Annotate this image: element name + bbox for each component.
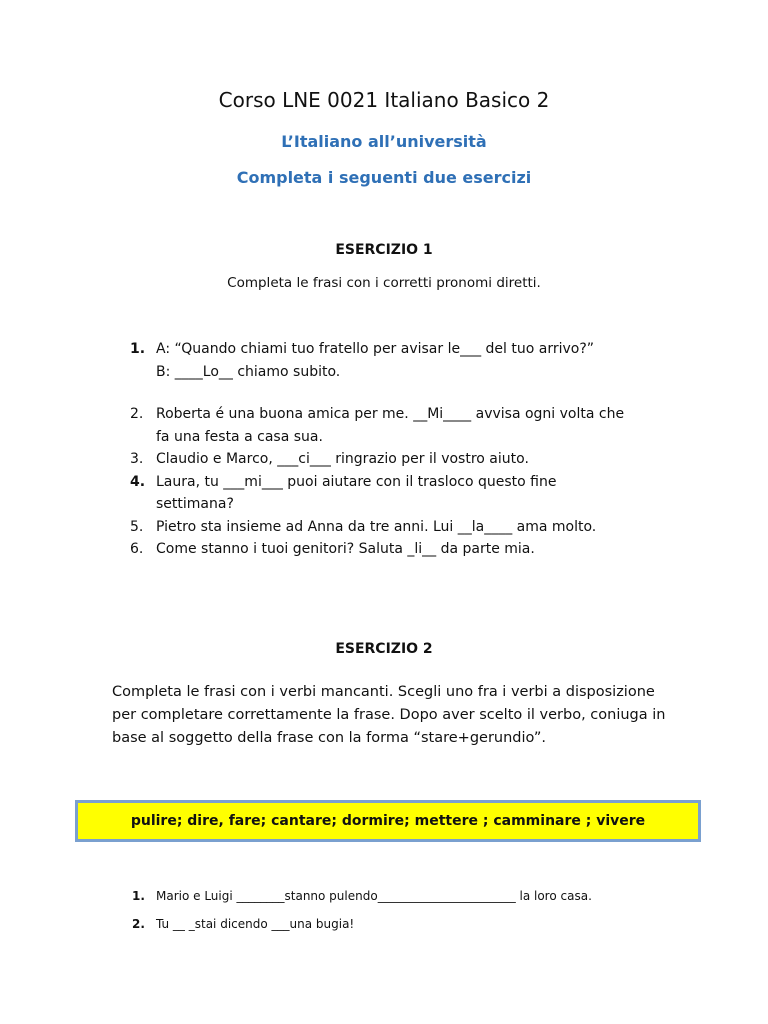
item-line: Claudio e Marco, ___ci___ ringrazio per il vostro aiuto. <box>156 451 529 467</box>
list-item <box>132 917 354 931</box>
item-number: 4. <box>130 473 146 490</box>
item-text: Tu __ _stai dicendo ___una bugia! <box>156 917 355 931</box>
item-text: Mario e Luigi ________stanno pulendo_______________________ la loro casa. <box>156 889 592 903</box>
item-line: Come stanno i tuoi genitori? Saluta _li__ da parte mia. <box>156 541 535 557</box>
paragraph-line: base al soggetto della frase con la forma “stare+gerundio”. <box>112 730 547 746</box>
item-number: 2. <box>130 406 144 422</box>
exercise-2-list-cont <box>132 917 354 931</box>
list-item <box>130 403 624 448</box>
list-item <box>130 448 624 471</box>
item-number: 2. <box>132 917 145 931</box>
item-number: 5. <box>130 518 144 535</box>
exercise-2-instructions <box>112 681 682 750</box>
item-line: Laura, tu ___mi___ puoi aiutare con il trasloco questo fine <box>156 473 557 490</box>
verbs-highlight-box <box>75 800 701 842</box>
exercise-2-heading: ESERCIZIO 2 <box>335 641 433 657</box>
verbs-list: pulire; dire, fare; cantare; dormire; mettere ; camminare ; vivere <box>130 813 646 829</box>
exercise-1-instruction: Completa le frasi con i corretti pronomi diretti. <box>227 275 541 291</box>
list-item <box>130 516 624 539</box>
subtitle-instructions: Completa i seguenti due esercizi <box>236 168 532 187</box>
exercise-2-list <box>132 889 592 903</box>
exercise-1-list-part-b <box>130 403 624 561</box>
paragraph-line: per completare correttamente la frase. Dopo aver scelto il verbo, coniuga in <box>112 707 666 723</box>
item-number: 3. <box>130 451 144 467</box>
list-item <box>130 338 594 383</box>
list-item <box>132 889 592 903</box>
subtitle-university: L’Italiano all’università <box>281 132 487 151</box>
item-number: 1. <box>130 341 146 357</box>
list-item <box>130 538 624 561</box>
item-line: B: ____Lo__ chiamo subito. <box>156 363 341 380</box>
item-line: Roberta é una buona amica per me. __Mi____ avvisa ogni volta che <box>156 406 625 422</box>
item-line: settimana? <box>156 496 234 512</box>
paragraph-line: Completa le frasi con i verbi mancanti. Scegli uno fra i verbi a disposizione <box>112 684 655 700</box>
exercise-1-heading: ESERCIZIO 1 <box>335 242 433 258</box>
item-line: fa una festa a casa sua. <box>156 428 323 445</box>
item-line: Pietro sta insieme ad Anna da tre anni. Lui __la____ ama molto. <box>156 518 597 535</box>
item-number: 6. <box>130 541 144 557</box>
exercise-1-list-part-a <box>130 338 594 383</box>
item-number: 1. <box>132 889 145 903</box>
course-title: Corso LNE 0021 Italiano Basico 2 <box>218 88 550 112</box>
list-item <box>130 471 624 516</box>
item-line: A: “Quando chiami tuo fratello per avisar le___ del tuo arrivo?” <box>156 341 595 357</box>
